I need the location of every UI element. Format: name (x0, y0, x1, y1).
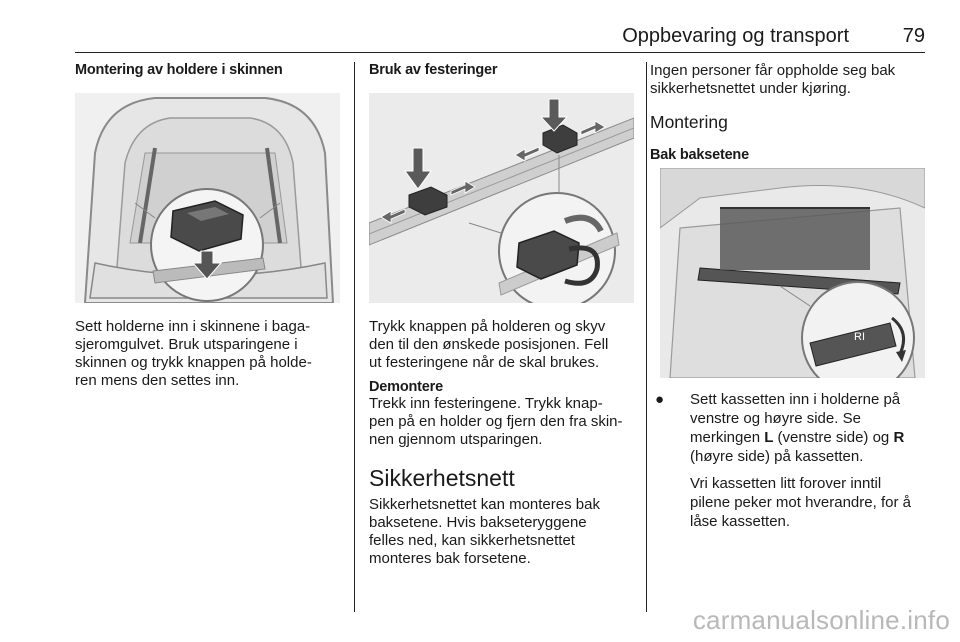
column-2 (369, 62, 634, 78)
column-2-body (369, 318, 634, 568)
cargo-area-illustration (75, 93, 340, 303)
bullet-rotate-cassette: Vri kassetten litt forover inntil pilene peker mot hverandre, for å låse kassetten. (690, 475, 911, 530)
figure-safety-net (660, 168, 925, 378)
figure-holder-mounting (75, 93, 340, 303)
fastening-rings-text: Trykk knappen på holderen og skyv den til den ønskede posisjonen. Fell ut festeringene når de skal brukes. (369, 318, 609, 371)
mounting-heading: Montering (650, 112, 728, 132)
safety-net-illustration (660, 168, 925, 378)
column-divider-2 (646, 62, 647, 612)
figure-fastening-rings (369, 93, 634, 303)
column-1-body (75, 318, 340, 390)
holder-mounting-text: Sett holderne inn i skinnene i baga- sjeromgulvet. Bruk utsparingene i skinnen og trykk knappen på holde- ren mens den settes inn. (75, 318, 312, 389)
safety-net-title: Sikkerhetsnett (369, 465, 515, 491)
safety-warning-text: Ingen personer får oppholde seg bak sikkerhetsnettet under kjøring. (650, 62, 896, 97)
holder-mounting-heading: Montering av holdere i skinnen (75, 62, 283, 78)
bullet-dot: ● (655, 391, 665, 408)
bullet-insert-cassette: ● Sett kassetten inn i holderne på venstre og høyre side. Se merkingen L (venstre side) og R (høyre side) på kassetten. (655, 391, 905, 465)
page-header (75, 22, 925, 53)
left-marking: L (764, 429, 774, 446)
fastening-rings-heading: Bruk av festeringer (369, 62, 498, 78)
column-1 (75, 62, 340, 78)
column-3-body (650, 390, 930, 531)
rail-holder-illustration (369, 93, 634, 303)
behind-rear-seats-heading: Bak baksetene (650, 147, 749, 163)
removal-text: Trekk inn festeringene. Trykk knap- pen på en holder og fjern den fra skin- nen gjennom utsparingen. (369, 395, 623, 448)
column-3 (650, 62, 930, 163)
safety-net-text: Sikkerhetsnettet kan monteres bak baksetene. Hvis bakseteryggene felles ned, kan sikkerhetsnettet monteres bak forsetene. (369, 496, 600, 567)
watermark: carmanualsonline.info (692, 605, 950, 635)
removal-heading: Demontere (369, 379, 443, 395)
right-marking: R (893, 429, 905, 446)
page-number: 79 (902, 25, 925, 47)
cassette-marking: RI (854, 331, 865, 343)
chapter-title: Oppbevaring og transport (622, 25, 849, 47)
column-divider-1 (354, 62, 355, 612)
